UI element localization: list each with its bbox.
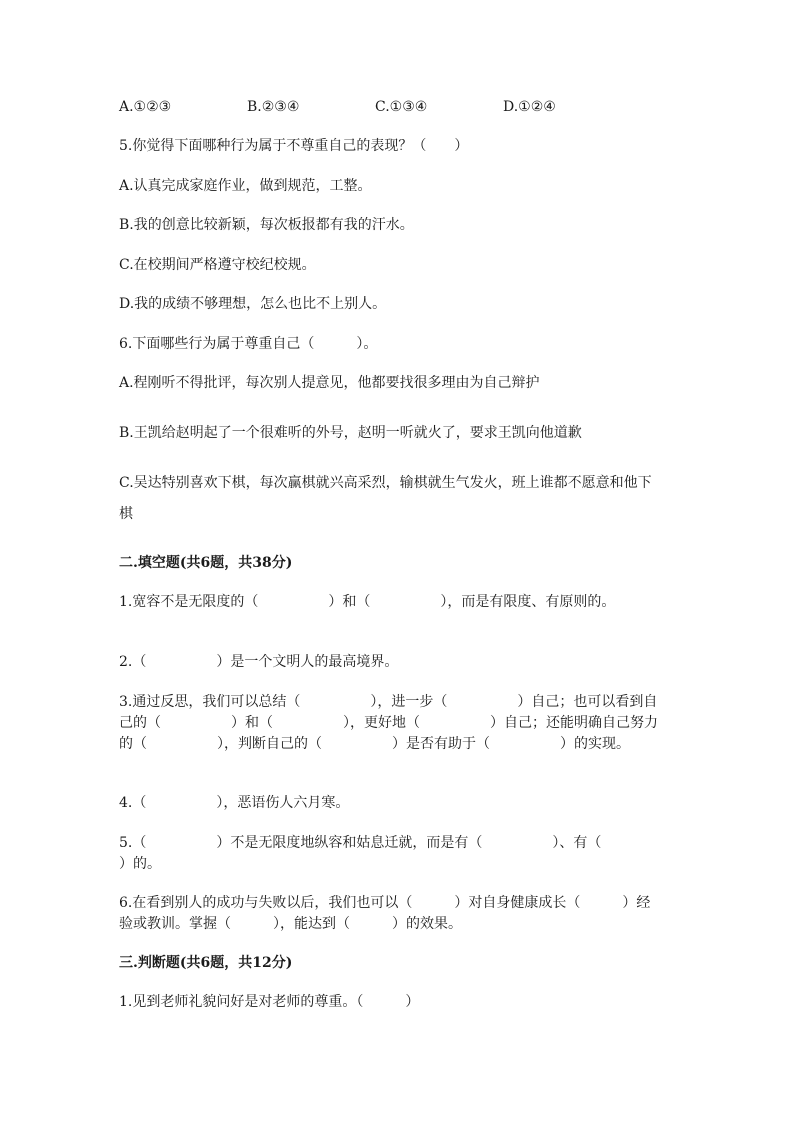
- fill-item-1: 1.宽容不是无限度的（ ）和（ ），而是有限度、有原则的。: [119, 594, 616, 610]
- fill-item-2: 2.（ ）是一个文明人的最高境界。: [119, 654, 399, 670]
- section3-heading: 三.判断题(共6题，共12分): [119, 955, 293, 971]
- q5-option-a: A.认真完成家庭作业，做到规范，工整。: [119, 178, 372, 194]
- q6-option-c: C.吴达特别喜欢下棋，每次赢棋就兴高采烈，输棋就生气发火，班上谁都不愿意和他下棋: [119, 475, 652, 522]
- q5-option-c: C.在校期间严格遵守校纪校规。: [119, 257, 316, 273]
- fill-item-3: 3.通过反思，我们可以总结（ ），进一步（ ）自己；也可以看到自己的（ ）和（ ），更好地（ ）自己；还能明确自己努力的（ ），判断自己的（ ）是否有助于（ ）的实现。: [119, 694, 658, 752]
- q6-option-b: B.王凯给赵明起了一个很难听的外号，赵明一听就火了，要求王凯向他道歉: [119, 425, 582, 441]
- q4-option-b: B.②③④: [247, 99, 300, 115]
- q5-option-b: B.我的创意比较新颖，每次板报都有我的汗水。: [119, 217, 414, 233]
- judge-item-1: 1.见到老师礼貌问好是对老师的尊重。（ ）: [119, 994, 420, 1010]
- q4-option-a: A.①②③: [119, 99, 172, 115]
- q5-option-d: D.我的成绩不够理想，怎么也比不上别人。: [119, 296, 387, 312]
- q4-option-d: D.①②④: [503, 99, 556, 115]
- fill-item-6: 6.在看到别人的成功与失败以后，我们也可以（ ）对自身健康成长（ ）经验或教训。掌握（ ），能达到（ ）的效果。: [119, 895, 651, 932]
- fill-item-4: 4.（ ），恶语伤人六月寒。: [119, 795, 350, 811]
- q5-stem: 5.你觉得下面哪种行为属于不尊重自己的表现？（ ）: [119, 138, 469, 154]
- q6-stem: 6.下面哪些行为属于尊重自己（ ）。: [119, 336, 378, 352]
- q4-option-c: C.①③④: [375, 99, 428, 115]
- fill-item-5: 5.（ ）不是无限度地纵容和姑息迁就，而是有（ ）、有（ ）的。: [119, 835, 672, 872]
- section2-heading: 二.填空题(共6题，共38分): [119, 555, 293, 571]
- q6-option-a: A.程刚听不得批评，每次别人提意见，他都要找很多理由为自己辩护: [119, 375, 540, 391]
